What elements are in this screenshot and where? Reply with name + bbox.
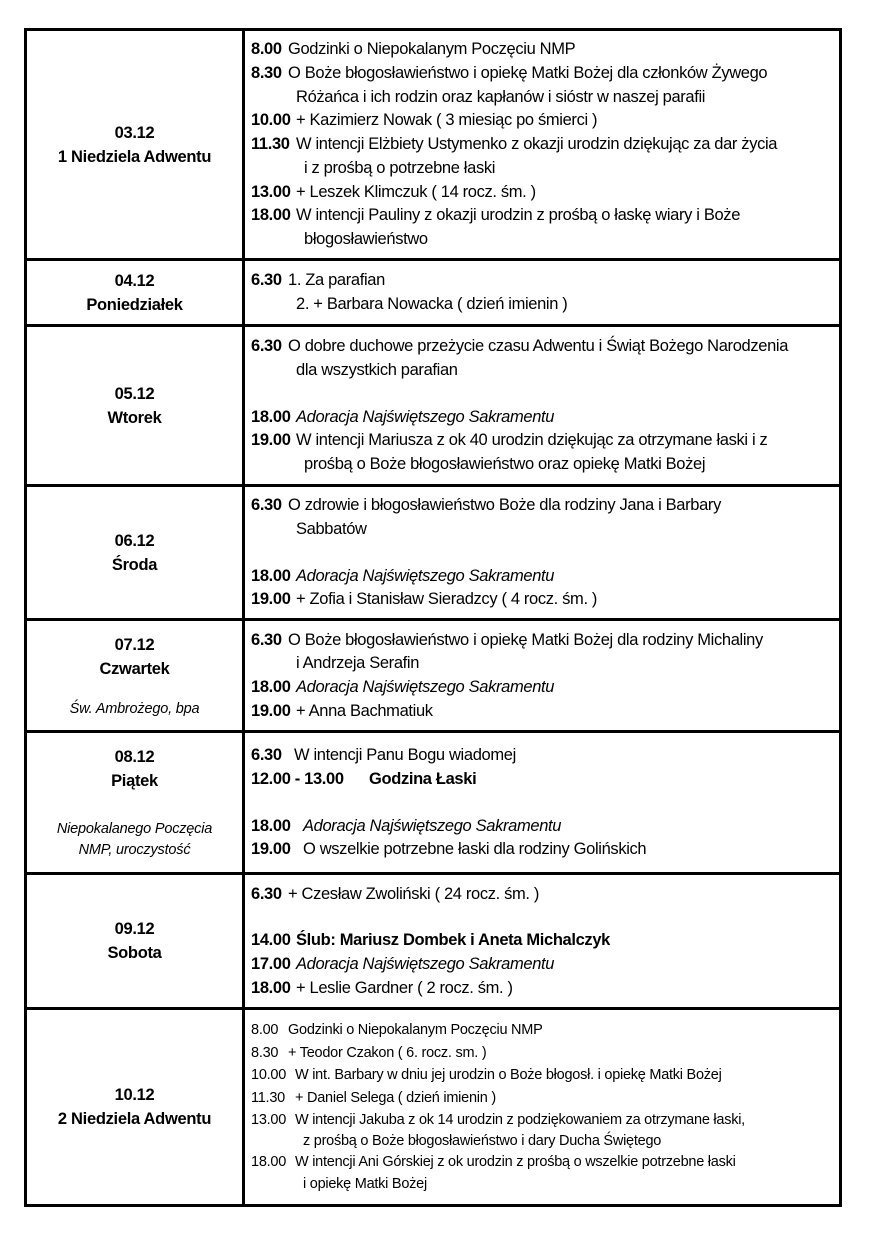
mass-time: 19.00 xyxy=(251,701,291,720)
day-row xyxy=(26,874,841,1009)
mass-entry xyxy=(251,676,835,700)
mass-intention: + Kazimierz Nowak ( 3 miesiąc po śmierci ) xyxy=(296,111,598,130)
mass-entry xyxy=(251,204,835,251)
day-date: 10.12 xyxy=(114,1086,155,1104)
mass-intention: Ślub: Mariusz Dombek i Aneta Michalczyk xyxy=(296,931,610,950)
mass-entry xyxy=(251,293,835,317)
mass-intention-cont: i Andrzeja Serafin xyxy=(296,654,420,673)
mass-intention: W intencji Pauliny z okazji urodzin z prośbą o łaskę wiary i Boże xyxy=(296,206,741,225)
mass-time: 19.00 xyxy=(251,431,291,450)
mass-entry xyxy=(251,335,835,382)
mass-entry xyxy=(251,1042,835,1065)
mass-time: 12.00 - 13.00 xyxy=(251,769,344,788)
day-date: 08.12 xyxy=(114,747,155,766)
mass-entry xyxy=(251,38,835,62)
mass-time: 10.00 xyxy=(251,1067,287,1084)
mass-intention: + Anna Bachmatiuk xyxy=(296,701,433,720)
mass-intention: W intencji Panu Bogu wiadomej xyxy=(294,746,516,765)
mass-time: 6.30 xyxy=(251,337,282,356)
day-row xyxy=(26,620,841,732)
day-name: Sobota xyxy=(107,944,162,962)
day-cell xyxy=(26,486,244,620)
mass-intention-cont: prośbą o Boże błogosławieństwo oraz opiekę Matki Bożej xyxy=(304,455,706,474)
mass-time: 6.30 xyxy=(251,496,282,515)
mass-intention: O dobre duchowe przeżycie czasu Adwentu i Świąt Bożego Narodzenia xyxy=(288,337,789,356)
mass-intention: W intencji Elżbiety Ustymenko z okazji urodzin dziękując za dar życia xyxy=(296,135,778,154)
day-date: 05.12 xyxy=(114,384,155,403)
mass-entry xyxy=(251,838,835,862)
mass-entry xyxy=(251,565,835,589)
mass-entry xyxy=(251,133,835,180)
mass-time: 14.00 xyxy=(251,931,291,950)
day-row xyxy=(26,260,841,326)
day-row xyxy=(26,326,841,486)
mass-entry xyxy=(251,953,835,977)
mass-intention: Godzinki o Niepokalanym Poczęciu NMP xyxy=(288,40,576,59)
mass-intention: O Boże błogosławieństwo i opiekę Matki Bożej dla rodziny Michaliny xyxy=(288,630,763,649)
day-date: 09.12 xyxy=(114,920,155,938)
mass-intention: Adoracja Najświętszego Sakramentu xyxy=(296,566,555,585)
mass-time: 18.00 xyxy=(251,678,291,696)
mass-intention: + Leszek Klimczuk ( 14 rocz. śm. ) xyxy=(296,182,536,201)
day-date: 07.12 xyxy=(114,635,155,654)
mass-time: 10.00 xyxy=(251,111,291,130)
day-name: 1 Niedziela Adwentu xyxy=(57,147,212,166)
mass-intention-cont: dla wszystkich parafian xyxy=(296,360,458,379)
entries-cell xyxy=(244,30,841,260)
mass-intention-cont: Sabbatów xyxy=(296,519,367,538)
day-row xyxy=(26,732,841,874)
mass-time: 6.30 xyxy=(251,746,282,765)
mass-entry xyxy=(251,883,835,907)
mass-time: 8.30 xyxy=(251,64,282,83)
mass-intention: 1. Za parafian xyxy=(288,271,385,290)
day-name: Środa xyxy=(111,555,158,574)
mass-intention: O Boże błogosławieństwo i opiekę Matki Bożej dla członków Żywego xyxy=(288,64,768,83)
mass-intention: + Czesław Zwoliński ( 24 rocz. śm. ) xyxy=(288,884,539,903)
mass-entry xyxy=(251,768,835,792)
mass-time: 19.00 xyxy=(251,590,291,609)
mass-intention-cont: Różańca i ich rodzin oraz kapłanów i sióstr w naszej parafii xyxy=(296,87,706,106)
mass-entry xyxy=(251,269,835,293)
feast-label: Św. Ambrożego, bpa xyxy=(69,700,200,717)
day-date: 03.12 xyxy=(114,123,155,142)
entries-cell xyxy=(244,874,841,1009)
entries-cell xyxy=(244,260,841,326)
mass-entry xyxy=(251,629,835,676)
day-cell xyxy=(26,1009,244,1206)
mass-schedule-table xyxy=(24,28,842,1207)
day-cell xyxy=(26,260,244,326)
mass-time: 19.00 xyxy=(251,840,291,859)
mass-time: 18.00 xyxy=(251,978,291,997)
mass-time: 18.00 xyxy=(251,1153,287,1170)
mass-time: 18.00 xyxy=(251,816,291,835)
mass-entry xyxy=(251,1109,835,1151)
mass-intention: + Teodor Czakon ( 6. rocz. sm. ) xyxy=(288,1044,487,1061)
mass-time: 18.00 xyxy=(251,407,291,426)
day-cell xyxy=(26,732,244,874)
mass-entry xyxy=(251,1064,835,1087)
mass-entry xyxy=(251,181,835,205)
mass-intention: Godzina Łaski xyxy=(369,769,477,788)
day-name: Czwartek xyxy=(99,659,170,678)
mass-intention: + Daniel Selega ( dzień imienin ) xyxy=(295,1089,496,1106)
day-name: Piątek xyxy=(111,771,158,790)
mass-time: 8.30 xyxy=(251,1044,279,1061)
mass-intention-cont: błogosławieństwo xyxy=(304,229,428,248)
mass-intention: + Leslie Gardner ( 2 rocz. śm. ) xyxy=(296,978,513,997)
mass-intention: Adoracja Najświętszego Sakramentu xyxy=(303,816,562,835)
mass-intention: Adoracja Najświętszego Sakramentu xyxy=(296,955,555,973)
mass-time: 6.30 xyxy=(251,884,282,903)
mass-intention-cont: z prośbą o Boże błogosławieństwo i dary Ducha Świętego xyxy=(303,1132,662,1149)
day-date: 04.12 xyxy=(114,271,155,290)
mass-time: 11.30 xyxy=(251,1089,285,1106)
mass-intention: Adoracja Najświętszego Sakramentu xyxy=(296,407,555,426)
mass-time: 8.00 xyxy=(251,1021,279,1038)
entries-cell xyxy=(244,620,841,732)
mass-time: 8.00 xyxy=(251,40,282,59)
mass-intention: Adoracja Najświętszego Sakramentu xyxy=(296,678,555,696)
mass-intention: Godzinki o Niepokalanym Poczęciu NMP xyxy=(288,1021,543,1038)
day-row xyxy=(26,486,841,620)
mass-time: 13.00 xyxy=(251,182,291,201)
mass-entry xyxy=(251,109,835,133)
mass-entry xyxy=(251,1019,835,1042)
entries-cell xyxy=(244,486,841,620)
mass-time: 18.00 xyxy=(251,206,291,225)
day-cell xyxy=(26,874,244,1009)
mass-entry xyxy=(251,929,835,953)
day-row xyxy=(26,30,841,260)
mass-intention: + Zofia i Stanisław Sieradzcy ( 4 rocz. śm. ) xyxy=(296,590,598,609)
mass-entry xyxy=(251,815,835,839)
day-name: 2 Niedziela Adwentu xyxy=(57,1110,212,1128)
mass-intention: O zdrowie i błogosławieństwo Boże dla rodziny Jana i Barbary xyxy=(288,496,721,515)
day-row xyxy=(26,1009,841,1206)
mass-entry xyxy=(251,977,835,1001)
feast-label: NMP, uroczystość xyxy=(78,841,191,858)
mass-time: 11.30 xyxy=(251,135,290,154)
mass-entry xyxy=(251,62,835,109)
mass-entry xyxy=(251,429,835,476)
day-cell xyxy=(26,620,244,732)
day-cell xyxy=(26,326,244,486)
mass-intention-cont: i opiekę Matki Bożej xyxy=(303,1176,427,1193)
mass-entry xyxy=(251,588,835,612)
mass-intention: W intencji Mariusza z ok 40 urodzin dziękując za otrzymane łaski i z xyxy=(296,431,768,450)
mass-intention: W intencji Jakuba z ok 14 urodzin z podziękowaniem za otrzymane łaski, xyxy=(295,1112,745,1129)
entries-cell xyxy=(244,326,841,486)
mass-time: 6.30 xyxy=(251,271,282,290)
mass-time: 17.00 xyxy=(251,955,291,973)
day-name: Wtorek xyxy=(107,408,162,427)
mass-time: 6.30 xyxy=(251,630,282,649)
mass-entry xyxy=(251,494,835,541)
mass-entry xyxy=(251,406,835,430)
mass-intention: 2. + Barbara Nowacka ( dzień imienin ) xyxy=(296,295,568,313)
mass-entry xyxy=(251,744,835,768)
entries-cell xyxy=(244,1009,841,1206)
day-cell xyxy=(26,30,244,260)
day-name: Poniedziałek xyxy=(86,295,183,314)
entries-cell xyxy=(244,732,841,874)
mass-entry xyxy=(251,700,835,724)
mass-intention: W intencji Ani Górskiej z ok urodzin z prośbą o wszelkie potrzebne łaski xyxy=(295,1153,736,1170)
mass-entry xyxy=(251,1087,835,1110)
mass-intention: W int. Barbary w dniu jej urodzin o Boże błogosł. i opiekę Matki Bożej xyxy=(295,1067,722,1084)
mass-time: 13.00 xyxy=(251,1112,287,1129)
day-date: 06.12 xyxy=(114,531,155,550)
mass-entry xyxy=(251,1151,835,1196)
mass-time: 18.00 xyxy=(251,566,291,585)
mass-intention-cont: i z prośbą o potrzebne łaski xyxy=(304,158,496,177)
feast-label: Niepokalanego Poczęcia xyxy=(56,820,213,837)
mass-intention: O wszelkie potrzebne łaski dla rodziny Golińskich xyxy=(303,840,647,859)
